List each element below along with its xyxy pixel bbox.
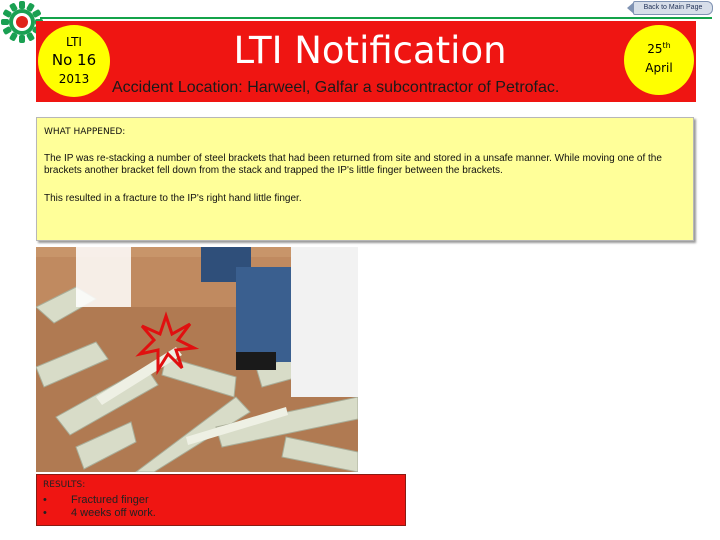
date-suffix: th xyxy=(662,41,671,50)
lti-label: LTI xyxy=(66,35,82,49)
what-happened-description: The IP was re-stacking a number of steel brackets that had been returned from site and stored in a unsafe manner. While moving one of the brackets another bracket fell down from the stack and trapped the IP's little finger between the brackets. xyxy=(44,153,662,176)
list-item xyxy=(43,494,156,507)
results-heading: RESULTS: xyxy=(43,480,86,490)
result-text: 4 weeks off work. xyxy=(71,507,156,519)
date-month: April xyxy=(645,61,673,75)
what-happened-result: This resulted in a fracture to the IP's right hand little finger. xyxy=(44,193,302,204)
lti-number: No 16 xyxy=(51,51,97,69)
top-divider-line xyxy=(40,17,712,19)
accident-location: Accident Location: Harweel, Galfar a subcontractor of Petrofac. xyxy=(112,79,560,96)
results-box xyxy=(36,474,406,526)
what-happened-box xyxy=(36,117,694,241)
date-badge xyxy=(624,25,694,95)
lti-number-badge xyxy=(38,25,110,97)
bullet-icon: • xyxy=(43,507,47,519)
lti-year: 2013 xyxy=(58,72,90,86)
results-list xyxy=(43,494,156,520)
page-title: LTI Notification xyxy=(233,29,507,72)
list-item xyxy=(43,507,156,520)
result-text: Fractured finger xyxy=(71,494,149,506)
date-day: 25 xyxy=(647,42,663,56)
incident-photo xyxy=(36,247,358,472)
bullet-icon: • xyxy=(43,494,47,506)
back-to-main-page-button[interactable]: Back to Main Page xyxy=(633,1,713,15)
date-day-line xyxy=(624,41,694,56)
what-happened-heading: WHAT HAPPENED: xyxy=(44,127,126,137)
